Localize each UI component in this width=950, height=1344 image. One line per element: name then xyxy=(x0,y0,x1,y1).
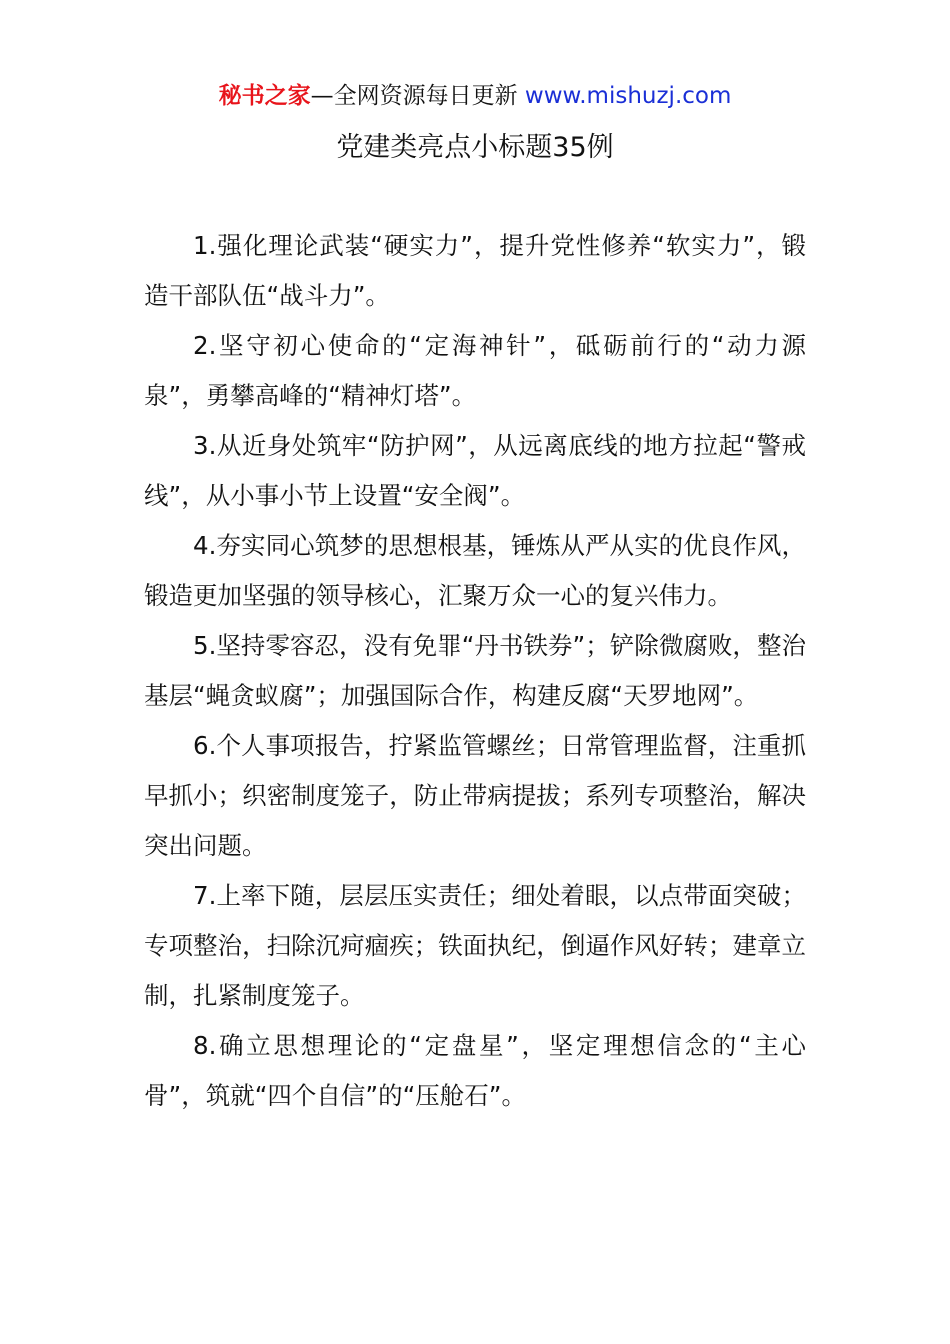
list-item-1: 1.强化理论武装“硬实力”，提升党性修养“软实力”，锻造干部队伍“战斗力”。 xyxy=(144,231,806,310)
list-item-6: 6.个人事项报告，拧紧监管螺丝；日常管理监督，注重抓早抓小；织密制度笼子，防止带病提拔；系列专项整治，解决突出问题。 xyxy=(144,731,806,860)
list-item-5: 5.坚持零容忍，没有免罪“丹书铁券”；铲除微腐败，整治基层“蝇贪蚁腐”；加强国际合作，构建反腐“天罗地网”。 xyxy=(144,631,806,710)
site-header xyxy=(0,80,950,112)
list-item-3: 3.从近身处筑牢“防护网”，从远离底线的地方拉起“警戒线”，从小事小节上设置“安全阀”。 xyxy=(144,431,806,510)
site-tagline: —全网资源每日更新 xyxy=(310,83,525,109)
site-url-link[interactable]: www.mishuzj.com xyxy=(524,83,732,109)
list-item-8: 8.确立思想理论的“定盘星”，坚定理想信念的“主心骨”，筑就“四个自信”的“压舱石”。 xyxy=(144,1031,806,1110)
list-item-7: 7.上率下随，层层压实责任；细处着眼，以点带面突破；专项整治，扫除沉疴痼疾；铁面执纪，倒逼作风好转；建章立制，扎紧制度笼子。 xyxy=(144,881,806,1010)
site-brand: 秘书之家 xyxy=(218,83,311,109)
list-item-2: 2.坚守初心使命的“定海神针”，砥砺前行的“动力源泉”，勇攀高峰的“精神灯塔”。 xyxy=(144,331,806,410)
document-title: 党建类亮点小标题35例 xyxy=(336,132,614,163)
list-item-4: 4.夯实同心筑梦的思想根基，锤炼从严从实的优良作风，锻造更加坚强的领导核心，汇聚万众一心的复兴伟力。 xyxy=(144,531,806,610)
document-body xyxy=(144,221,806,1121)
